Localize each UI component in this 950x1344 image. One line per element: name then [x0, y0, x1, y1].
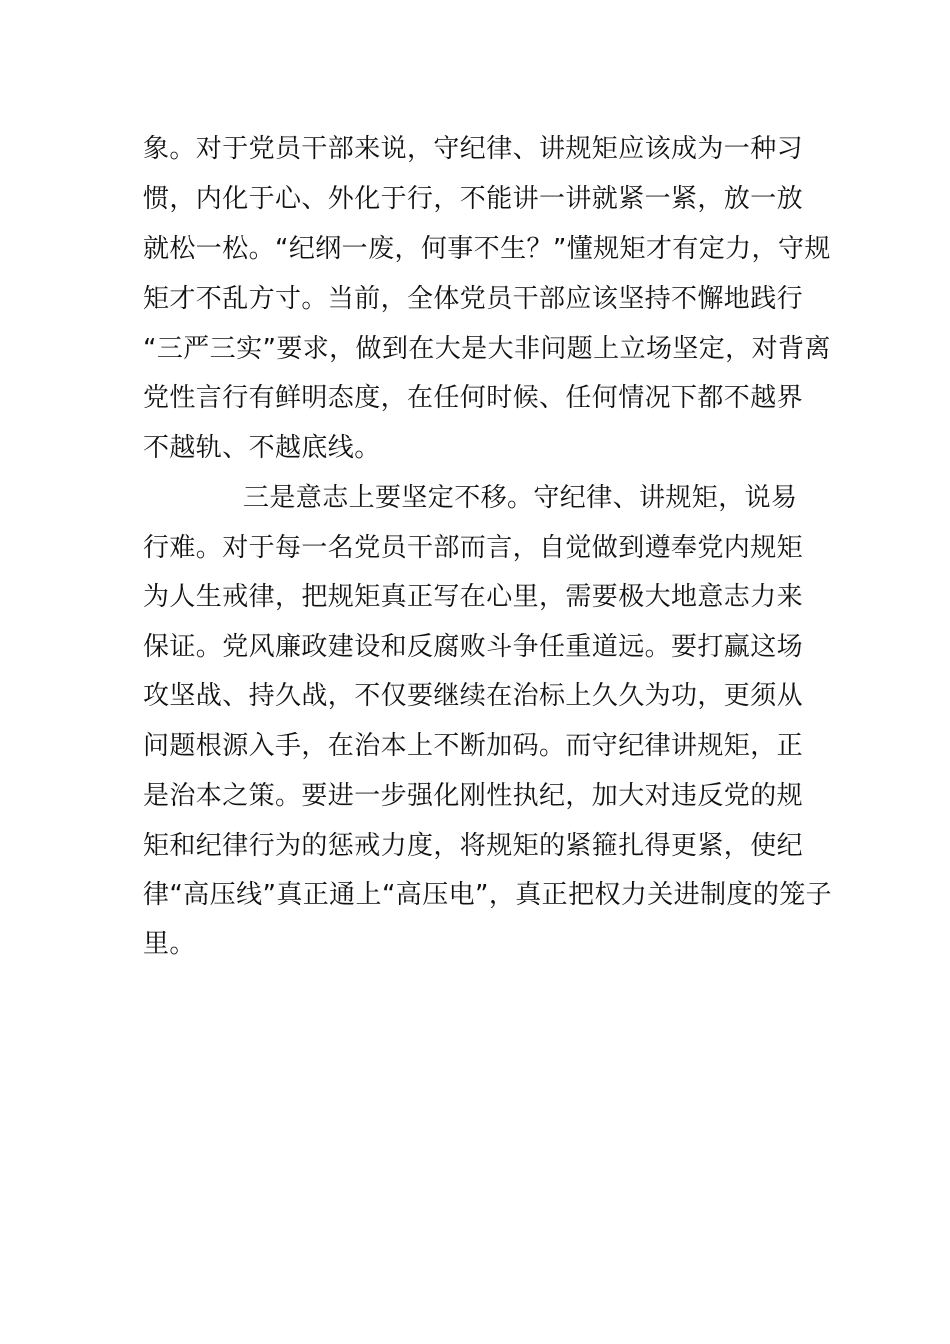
text-line: 象。对于党员干部来说，守纪律、讲规矩应该成为一种习	[143, 134, 804, 164]
text-line: 律“高压线”真正通上“高压电”，真正把权力关进制度的笼子	[143, 880, 833, 910]
paragraph-start-line: 三是意志上要坚定不移。守纪律、讲规矩，说易	[243, 483, 798, 513]
text-line: 就松一松。“纪纲一废，何事不生？”懂规矩才有定力，守规	[143, 234, 831, 264]
text-line: 保证。党风廉政建设和反腐败斗争任重道远。要打赢这场	[143, 632, 804, 662]
text-line: 行难。对于每一名党员干部而言，自觉做到遵奉党内规矩	[143, 533, 804, 563]
text-line: 问题根源入手，在治本上不断加码。而守纪律讲规矩，正	[143, 731, 804, 761]
text-line: 党性言行有鲜明态度，在任何时候、任何情况下都不越界	[143, 383, 804, 413]
text-line: 矩和纪律行为的惩戒力度，将规矩的紧箍扎得更紧，使纪	[143, 831, 804, 861]
text-line: 是治本之策。要进一步强化刚性执纪，加大对违反党的规	[143, 781, 804, 811]
text-line: 惯，内化于心、外化于行，不能讲一讲就紧一紧，放一放	[143, 184, 804, 214]
text-line: 攻坚战、持久战，不仅要继续在治标上久久为功，更须从	[143, 681, 804, 711]
text-line: “三严三实”要求，做到在大是大非问题上立场坚定，对背离	[143, 334, 831, 364]
text-line: 里。	[143, 929, 196, 959]
text-line: 矩才不乱方寸。当前，全体党员干部应该坚持不懈地践行	[143, 284, 804, 314]
text-line: 不越轨、不越底线。	[143, 433, 381, 463]
text-line: 为人生戒律，把规矩真正写在心里，需要极大地意志力来	[143, 582, 804, 612]
